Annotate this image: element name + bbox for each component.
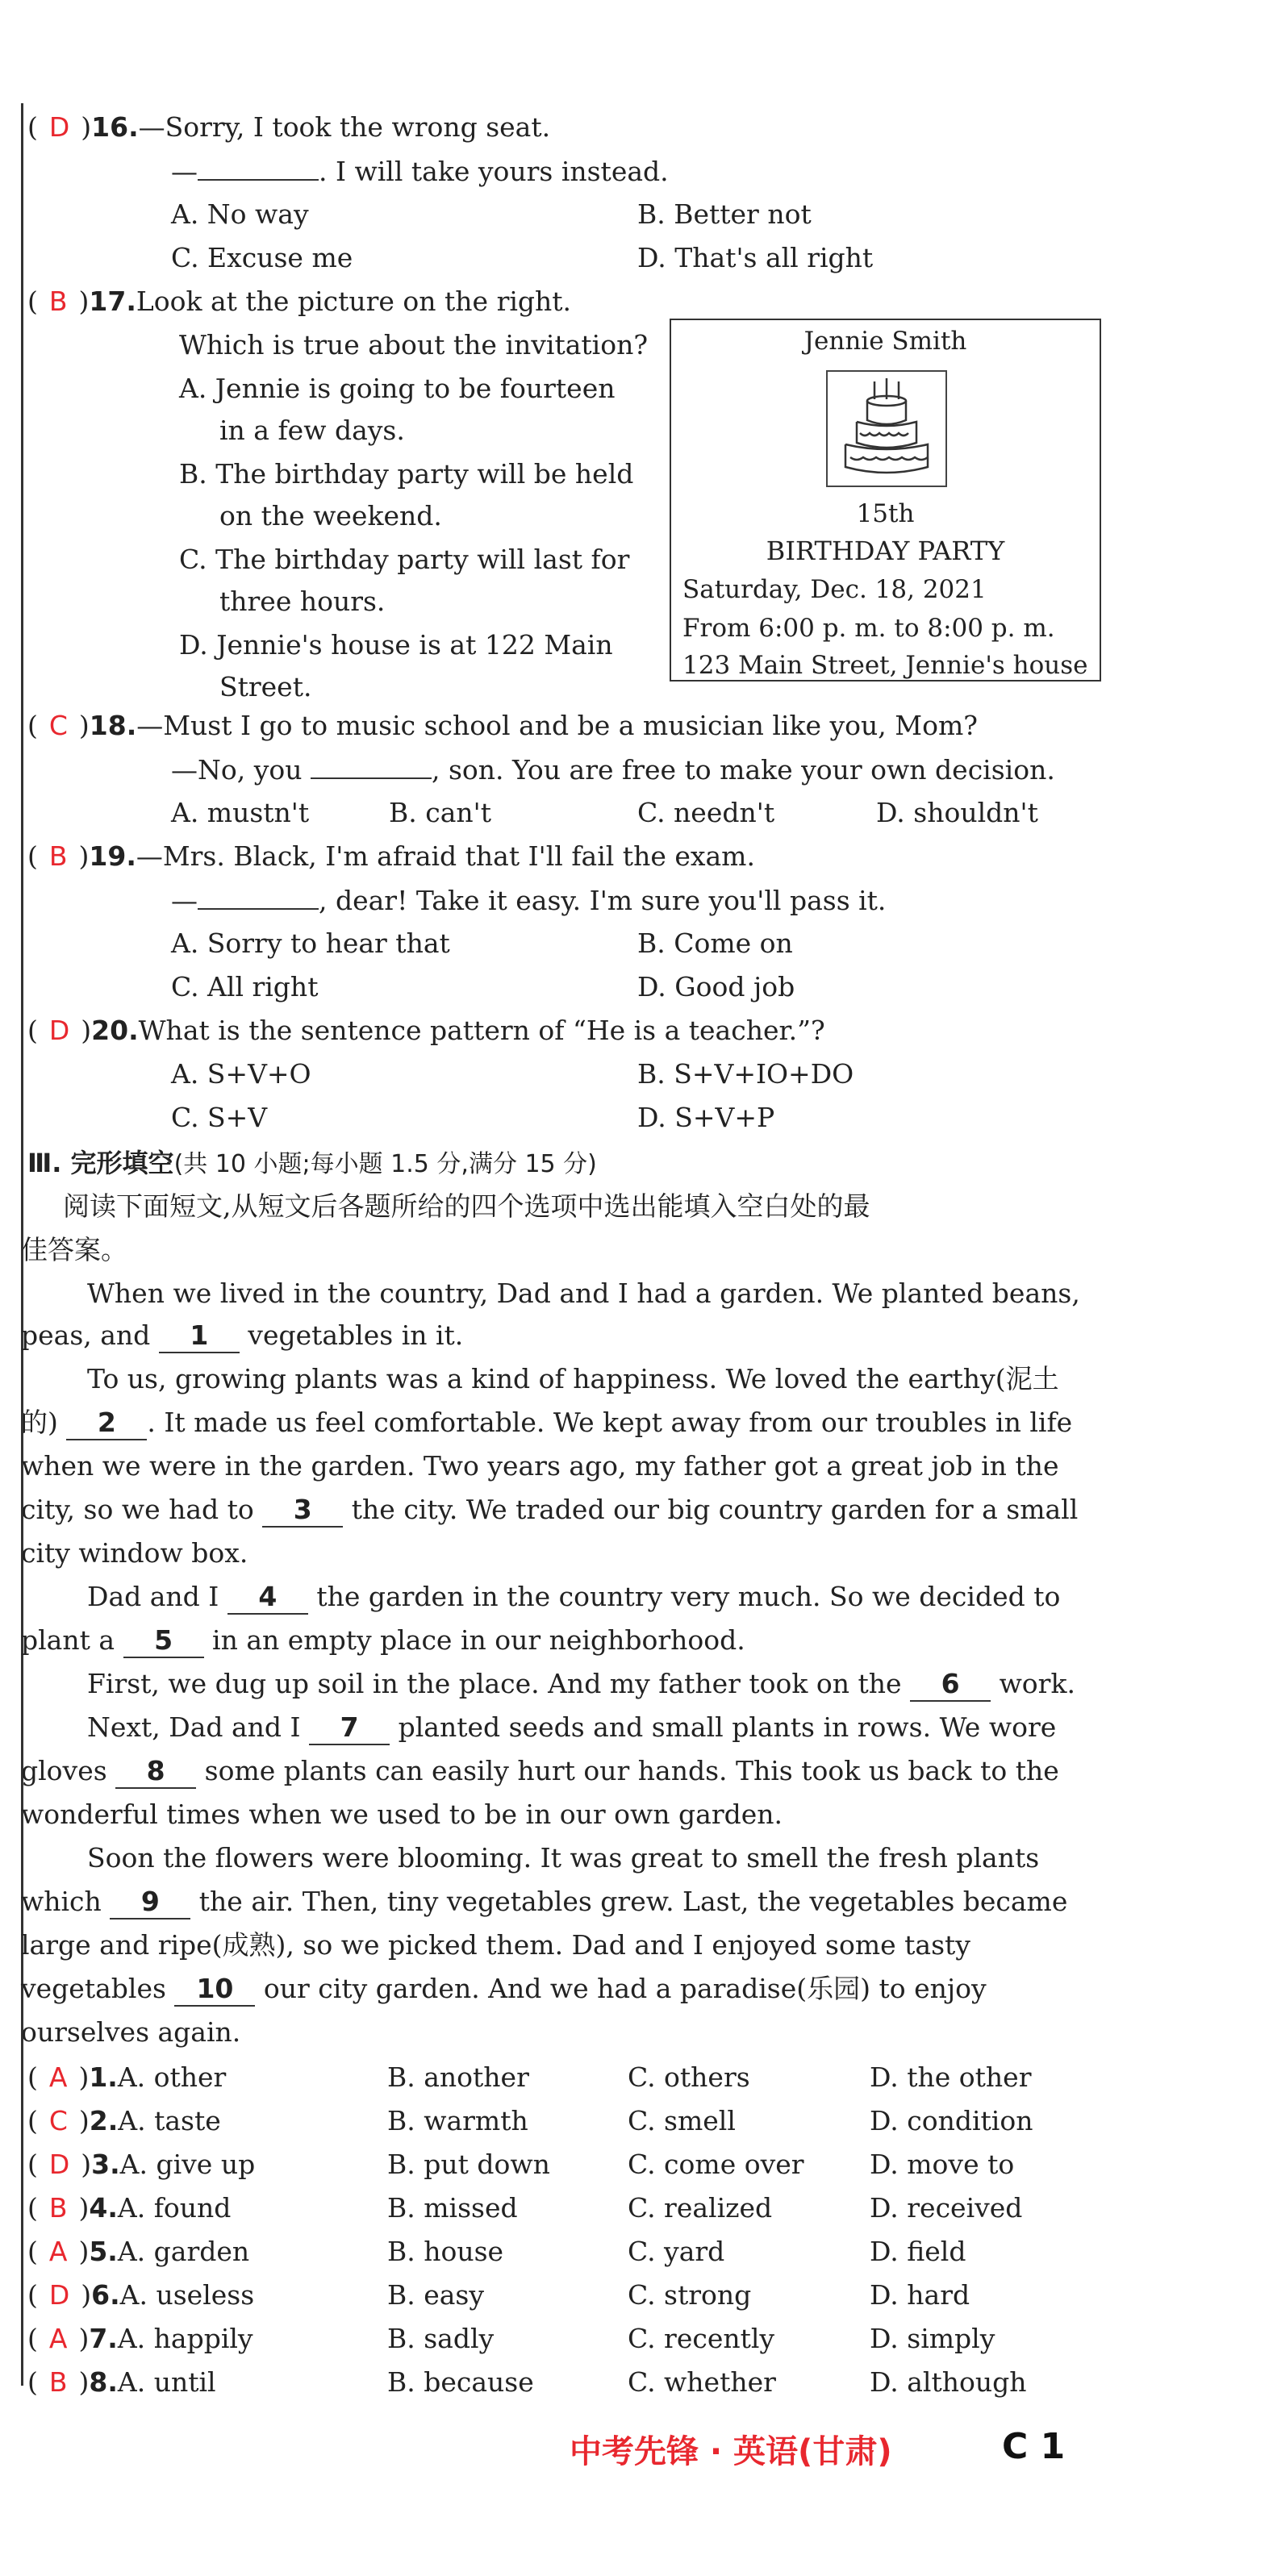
passage-line: Dad and I 4 the garden in the country very much. So we decided to bbox=[87, 1581, 1060, 1615]
q18-option-d: D. shouldn't bbox=[876, 797, 1038, 828]
cloze-blank-5: 5 bbox=[123, 1624, 204, 1658]
passage-line: large and ripe(成熟), so we picked them. Dad and I enjoyed some tasty bbox=[21, 1929, 970, 1961]
cloze-answer: A bbox=[48, 2323, 68, 2354]
cloze-answer: A bbox=[48, 2236, 68, 2267]
q17-option-b: B. The birthday party will be held bbox=[179, 458, 634, 490]
cloze-question-4: ( B )4.A. found bbox=[27, 2192, 232, 2224]
section-instruction-1: 阅读下面短文,从短文后各题所给的四个选项中选出能填入空白处的最 bbox=[63, 1190, 870, 1222]
invitation-date: Saturday, Dec. 18, 2021 bbox=[682, 575, 987, 604]
q19-option-d: D. Good job bbox=[637, 971, 795, 1002]
q18-option-c: C. needn't bbox=[637, 797, 775, 828]
q19-stem-row: ( B )19.—Mrs. Black, I'm afraid that I'll fail the exam. bbox=[27, 840, 755, 872]
cloze-blank-2: 2 bbox=[66, 1407, 147, 1440]
q17-stem-row: ( B )17.Look at the picture on the right. bbox=[27, 286, 572, 317]
cloze-blank-10: 10 bbox=[174, 1973, 255, 2007]
invitation-place: 123 Main Street, Jennie's house bbox=[682, 651, 1088, 680]
q20-answer: D bbox=[48, 1015, 70, 1046]
cloze-blank-6: 6 bbox=[910, 1668, 991, 1702]
q18-answer: C bbox=[48, 710, 68, 741]
section-heading: Ⅲ. 完形填空(共 10 小题;每小题 1.5 分,满分 15 分) bbox=[27, 1148, 597, 1178]
cloze-answer: B bbox=[48, 2192, 68, 2224]
passage-line: Soon the flowers were blooming. It was great to smell the fresh plants bbox=[87, 1842, 1040, 1874]
q16-answer: D bbox=[48, 111, 70, 143]
q19-option-b: B. Come on bbox=[637, 927, 793, 959]
q17-option-a: A. Jennie is going to be fourteen bbox=[179, 373, 616, 404]
cloze-answer: A bbox=[48, 2061, 68, 2093]
footer-brand: 中考先锋 · 英语(甘肃) bbox=[570, 2433, 892, 2470]
q18-option-a: A. mustn't bbox=[171, 797, 310, 828]
passage-line: gloves 8 some plants can easily hurt our hands. This took us back to the bbox=[21, 1755, 1059, 1789]
cloze-answer: C bbox=[48, 2105, 68, 2136]
q16-stem: —Sorry, I took the wrong seat. bbox=[138, 111, 551, 143]
q19-line2: — , dear! Take it easy. I'm sure you'll pass it. bbox=[171, 885, 887, 916]
q16-line2: — . I will take yours instead. bbox=[171, 156, 669, 187]
cloze-blank-8: 8 bbox=[115, 1755, 196, 1789]
cloze-question-5: ( A )5.A. garden bbox=[27, 2236, 250, 2267]
q18-stem-row: ( C )18.—Must I go to music school and be a musician like you, Mom? bbox=[27, 710, 978, 741]
cloze-blank-1: 1 bbox=[159, 1319, 240, 1353]
cloze-blank-3: 3 bbox=[262, 1494, 343, 1528]
q19-answer: B bbox=[48, 840, 68, 872]
passage-line: which 9 the air. Then, tiny vegetables grew. Last, the vegetables became bbox=[21, 1886, 1067, 1919]
q20-stem-row: ( D )20.What is the sentence pattern of “He is a teacher.”? bbox=[27, 1015, 825, 1046]
page-number: C 1 bbox=[1002, 2426, 1066, 2467]
q20-option-a: A. S+V+O bbox=[171, 1058, 311, 1090]
passage-line: city, so we had to 3 the city. We traded our big country garden for a small bbox=[21, 1494, 1078, 1528]
cloze-blank-9: 9 bbox=[110, 1886, 190, 1919]
q19-option-a: A. Sorry to hear that bbox=[171, 927, 450, 959]
passage-line: First, we dug up soil in the place. And my father took on the 6 work. bbox=[87, 1668, 1075, 1702]
invitation-event: BIRTHDAY PARTY bbox=[766, 536, 1005, 566]
q16-blank bbox=[198, 155, 319, 181]
cloze-question-1: ( A )1.A. other bbox=[27, 2061, 227, 2093]
q16-stem-row: ( D )16.—Sorry, I took the wrong seat. bbox=[27, 111, 551, 143]
q20-option-b: B. S+V+IO+DO bbox=[637, 1058, 854, 1090]
cloze-blank-4: 4 bbox=[227, 1581, 308, 1615]
birthday-cake-icon bbox=[826, 370, 947, 487]
section-instruction-2: 佳答案。 bbox=[21, 1234, 127, 1265]
q20-option-c: C. S+V bbox=[171, 1102, 268, 1133]
passage-line: wonderful times when we used to be in our own garden. bbox=[21, 1799, 783, 1830]
passage-line: When we lived in the country, Dad and I had a garden. We planted beans, bbox=[87, 1278, 1080, 1309]
invitation-card bbox=[670, 319, 1101, 682]
cloze-answer: D bbox=[48, 2149, 70, 2180]
passage-line: Next, Dad and I 7 planted seeds and small plants in rows. We wore bbox=[87, 1711, 1056, 1745]
cloze-question-3: ( D )3.A. give up bbox=[27, 2149, 256, 2180]
passage-line: peas, and 1 vegetables in it. bbox=[21, 1319, 463, 1353]
passage-line: vegetables 10 our city garden. And we had a paradise(乐园) to enjoy bbox=[21, 1973, 987, 2007]
invitation-name: Jennie Smith bbox=[803, 327, 967, 356]
q18-line2: —No, you , son. You are free to make your own decision. bbox=[171, 754, 1055, 786]
q16-option-a: A. No way bbox=[171, 198, 309, 230]
invitation-time: From 6:00 p. m. to 8:00 p. m. bbox=[682, 614, 1055, 643]
cloze-question-8: ( B )8.A. until bbox=[27, 2366, 216, 2398]
cloze-answer: B bbox=[48, 2366, 68, 2398]
cloze-question-7: ( A )7.A. happily bbox=[27, 2323, 253, 2354]
cloze-question-2: ( C )2.A. taste bbox=[27, 2105, 221, 2136]
passage-line: city window box. bbox=[21, 1537, 248, 1569]
cloze-blank-7: 7 bbox=[309, 1711, 390, 1745]
q16-option-b: B. Better not bbox=[637, 198, 812, 230]
q17-option-c: C. The birthday party will last for bbox=[179, 544, 630, 575]
q16-option-d: D. That's all right bbox=[637, 242, 874, 273]
q19-blank bbox=[198, 884, 319, 910]
q18-option-b: B. can't bbox=[389, 797, 491, 828]
cloze-question-6: ( D )6.A. useless bbox=[27, 2279, 255, 2311]
cloze-answer: D bbox=[48, 2279, 70, 2311]
invitation-age: 15th bbox=[856, 499, 915, 528]
passage-line: plant a 5 in an empty place in our neighborhood. bbox=[21, 1624, 745, 1658]
q17-option-d: D. Jennie's house is at 122 Main bbox=[179, 629, 613, 661]
passage-line: ourselves again. bbox=[21, 2016, 241, 2048]
passage-line: 的) 2 . It made us feel comfortable. We kept away from our troubles in life bbox=[21, 1407, 1072, 1440]
passage-line: when we were in the garden. Two years ago, my father got a great job in the bbox=[21, 1450, 1059, 1482]
q17-answer: B bbox=[48, 286, 68, 317]
q20-option-d: D. S+V+P bbox=[637, 1102, 775, 1133]
q19-option-c: C. All right bbox=[171, 971, 319, 1002]
q17-stem2: Which is true about the invitation? bbox=[179, 329, 649, 361]
q18-blank bbox=[311, 753, 432, 779]
worksheet-page: ( D )16.—Sorry, I took the wrong seat. — . I will take yours instead. A. No way B. Better not C. Excuse me D. That's all right ( B )17.Look at the picture on the right. Which is true about the invitation? A. Jennie is going to be fourteen in a few days. B. The birthday party will be held on the weekend. C. The birthday party will last for three hours. D. Jennie's house is at 122 Main Street. Jennie Smith 15th BIRTHDAY PARTY Saturday, Dec. 18, 2021 From 6:00 p. m. to 8:00 p. m. 123 Main Street, Jennie's house ( C )18.—Must I go to music school and be a musician like you, Mom? —No, you , son. You are free to make your own decision. A. mustn't B. can't C. needn't D. shouldn't ( B )19.—Mrs. Black, I'm afraid that I'll fail the exam. — , dear! Take it easy. I'm sure you'll pass it. A. Sorry to hear that B. Come on C. All right D. Good job ( D )20.What is the sentence pattern of “He is a teacher.”? A. S+V+O B. S+V+IO+DO C. S+V D. S+V+P Ⅲ. 完形填空(共 10 小题;每小题 1.5 分,满分 15 分) 阅读下面短文,从短文后各题所给的四个选项中选出能填入空白处的最 佳答案。 When we lived in the country, Dad and I had a garden. We planted beans, peas, and 1 vegetables in it. To us, growing plants was a kind of happiness. We loved the earthy(泥土 的) 2 . It made us feel comfortable. We kept away from our troubles in life when we were in the garden. Two years ago, my father got a great job in the city, so we had to 3 the city. We traded our big country garden for a small city window box. Dad and I 4 the garden in the country very much. So we decided to plant a 5 in an empty place in our neighborhood. First, we dug up soil in the place. And my father took on the 6 work. Next, Dad and I 7 planted seeds and small plants in rows. We wore gloves 8 some plants can easily hurt our hands. This took us back to the wonderful times when we used to be in our own garden. Soon the flowers were blooming. It was great to smell the fresh plants which 9 the air. Then, tiny vegetables grew. Last, the vegetables became large and ripe(成熟), so we picked them. Dad and I enjoyed some tasty vegetables 10 our city garden. And we had a paradise(乐园) to enjoy ourselves again. ( A )1.A. other B. another C. others D. the other ( C )2.A. taste B. warmth C. smell D. condition ( D )3.A. give up B. put down C. come over D. move to ( B )4.A. found B. missed C. realized D. received ( A )5.A. garden B. house C. yard D. field ( D )6.A. useless B. easy C. strong D. hard ( A )7.A. happily B. sadly C. recently D. simply ( B )8.A. until B. because C. whether D. although 中考先锋 · 英语(甘肃) C 1 bbox=[0, 0, 1273, 2576]
q16-option-c: C. Excuse me bbox=[171, 242, 353, 273]
passage-line: To us, growing plants was a kind of happiness. We loved the earthy(泥土 bbox=[87, 1363, 1059, 1394]
